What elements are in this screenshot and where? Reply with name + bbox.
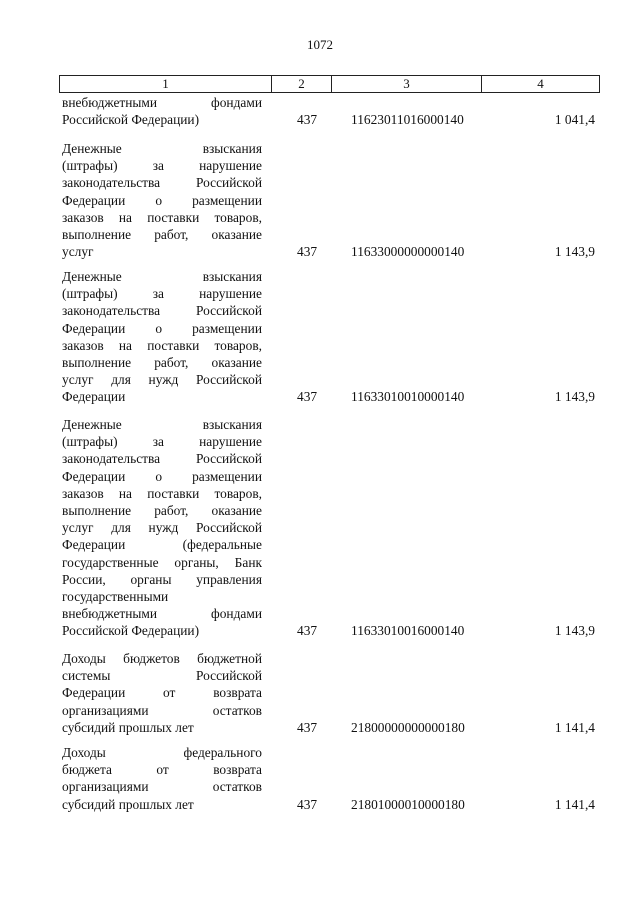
row-admin-code: 437 <box>297 244 318 260</box>
description-line: организациями остатков <box>62 779 262 795</box>
row-description <box>62 140 262 260</box>
column-header-2: 2 <box>272 76 332 92</box>
description-line: (штрафы) за нарушение <box>62 434 262 450</box>
description-line: организациями остатков <box>62 702 262 718</box>
table-row <box>0 416 640 640</box>
page-number: 1072 <box>307 37 333 52</box>
description-line: заказов на поставки товаров, <box>62 485 262 501</box>
table-row <box>0 650 640 736</box>
row-budget-code: 11633000000000140 <box>351 244 465 260</box>
description-line: законодательства Российской <box>62 175 262 191</box>
row-budget-code: 21801000010000180 <box>351 796 465 812</box>
description-line: бюджета от возврата <box>62 762 262 778</box>
description-line: Федерации (федеральные <box>62 537 262 553</box>
row-description <box>62 416 262 640</box>
row-amount: 1 041,4 <box>554 112 595 128</box>
column-header-1: 1 <box>60 76 272 92</box>
description-line: субсидий прошлых лет <box>62 719 194 735</box>
description-line: заказов на поставки товаров, <box>62 209 262 225</box>
row-admin-code: 437 <box>297 623 318 639</box>
description-line: выполнение работ, оказание <box>62 503 262 519</box>
row-admin-code: 437 <box>297 389 318 405</box>
description-line: заказов на поставки товаров, <box>62 337 262 353</box>
description-line: государственными <box>62 589 169 605</box>
table-row <box>0 94 640 128</box>
description-line: России, органы управления <box>62 571 262 587</box>
description-line: выполнение работ, оказание <box>62 227 262 243</box>
row-description <box>62 650 262 736</box>
description-line: Федерации о размещении <box>62 468 262 484</box>
row-amount: 1 143,9 <box>554 389 595 405</box>
description-line: Федерации о размещении <box>62 192 262 208</box>
row-budget-code: 21800000000000180 <box>351 719 465 735</box>
description-line: Денежные взыскания <box>62 417 262 432</box>
row-amount: 1 143,9 <box>554 244 595 260</box>
description-line: (штрафы) за нарушение <box>62 158 262 174</box>
table-row <box>0 268 640 406</box>
description-line: внебюджетными фондами <box>62 95 262 110</box>
description-line: услуг <box>62 244 94 260</box>
column-header-3: 3 <box>332 76 482 92</box>
description-line: Российской Федерации) <box>62 112 200 128</box>
row-budget-code: 11623011016000140 <box>351 112 464 128</box>
description-line: услуг для нужд Российской <box>62 372 262 388</box>
row-description <box>62 744 262 813</box>
row-budget-code: 11633010010000140 <box>351 389 465 405</box>
row-admin-code: 437 <box>297 112 318 128</box>
description-line: Федерации от возврата <box>62 685 262 701</box>
column-header-row <box>59 75 600 93</box>
row-admin-code: 437 <box>297 796 318 812</box>
description-line: законодательства Российской <box>62 451 262 467</box>
column-header-4: 4 <box>537 76 544 91</box>
row-description <box>62 94 262 128</box>
row-amount: 1 141,4 <box>554 796 595 812</box>
description-line: Доходы федерального <box>62 745 262 760</box>
description-line: системы Российской <box>62 668 262 684</box>
description-line: внебюджетными фондами <box>62 606 262 622</box>
description-line: Российской Федерации) <box>62 623 200 639</box>
description-line: законодательства Российской <box>62 303 262 319</box>
description-line: Федерации <box>62 389 126 405</box>
description-line: услуг для нужд Российской <box>62 520 262 536</box>
table-row <box>0 140 640 260</box>
row-admin-code: 437 <box>297 719 318 735</box>
table-row <box>0 744 640 813</box>
description-line: (штрафы) за нарушение <box>62 286 262 302</box>
description-line: субсидий прошлых лет <box>62 796 194 812</box>
description-line: выполнение работ, оказание <box>62 355 262 371</box>
row-description <box>62 268 262 406</box>
description-line: Федерации о размещении <box>62 320 262 336</box>
description-line: Денежные взыскания <box>62 141 262 156</box>
row-budget-code: 11633010016000140 <box>351 623 465 639</box>
description-line: Денежные взыскания <box>62 269 262 284</box>
row-amount: 1 143,9 <box>554 623 595 639</box>
row-amount: 1 141,4 <box>554 719 595 735</box>
description-line: государственные органы, Банк <box>62 554 262 570</box>
description-line: Доходы бюджетов бюджетной <box>62 651 262 666</box>
